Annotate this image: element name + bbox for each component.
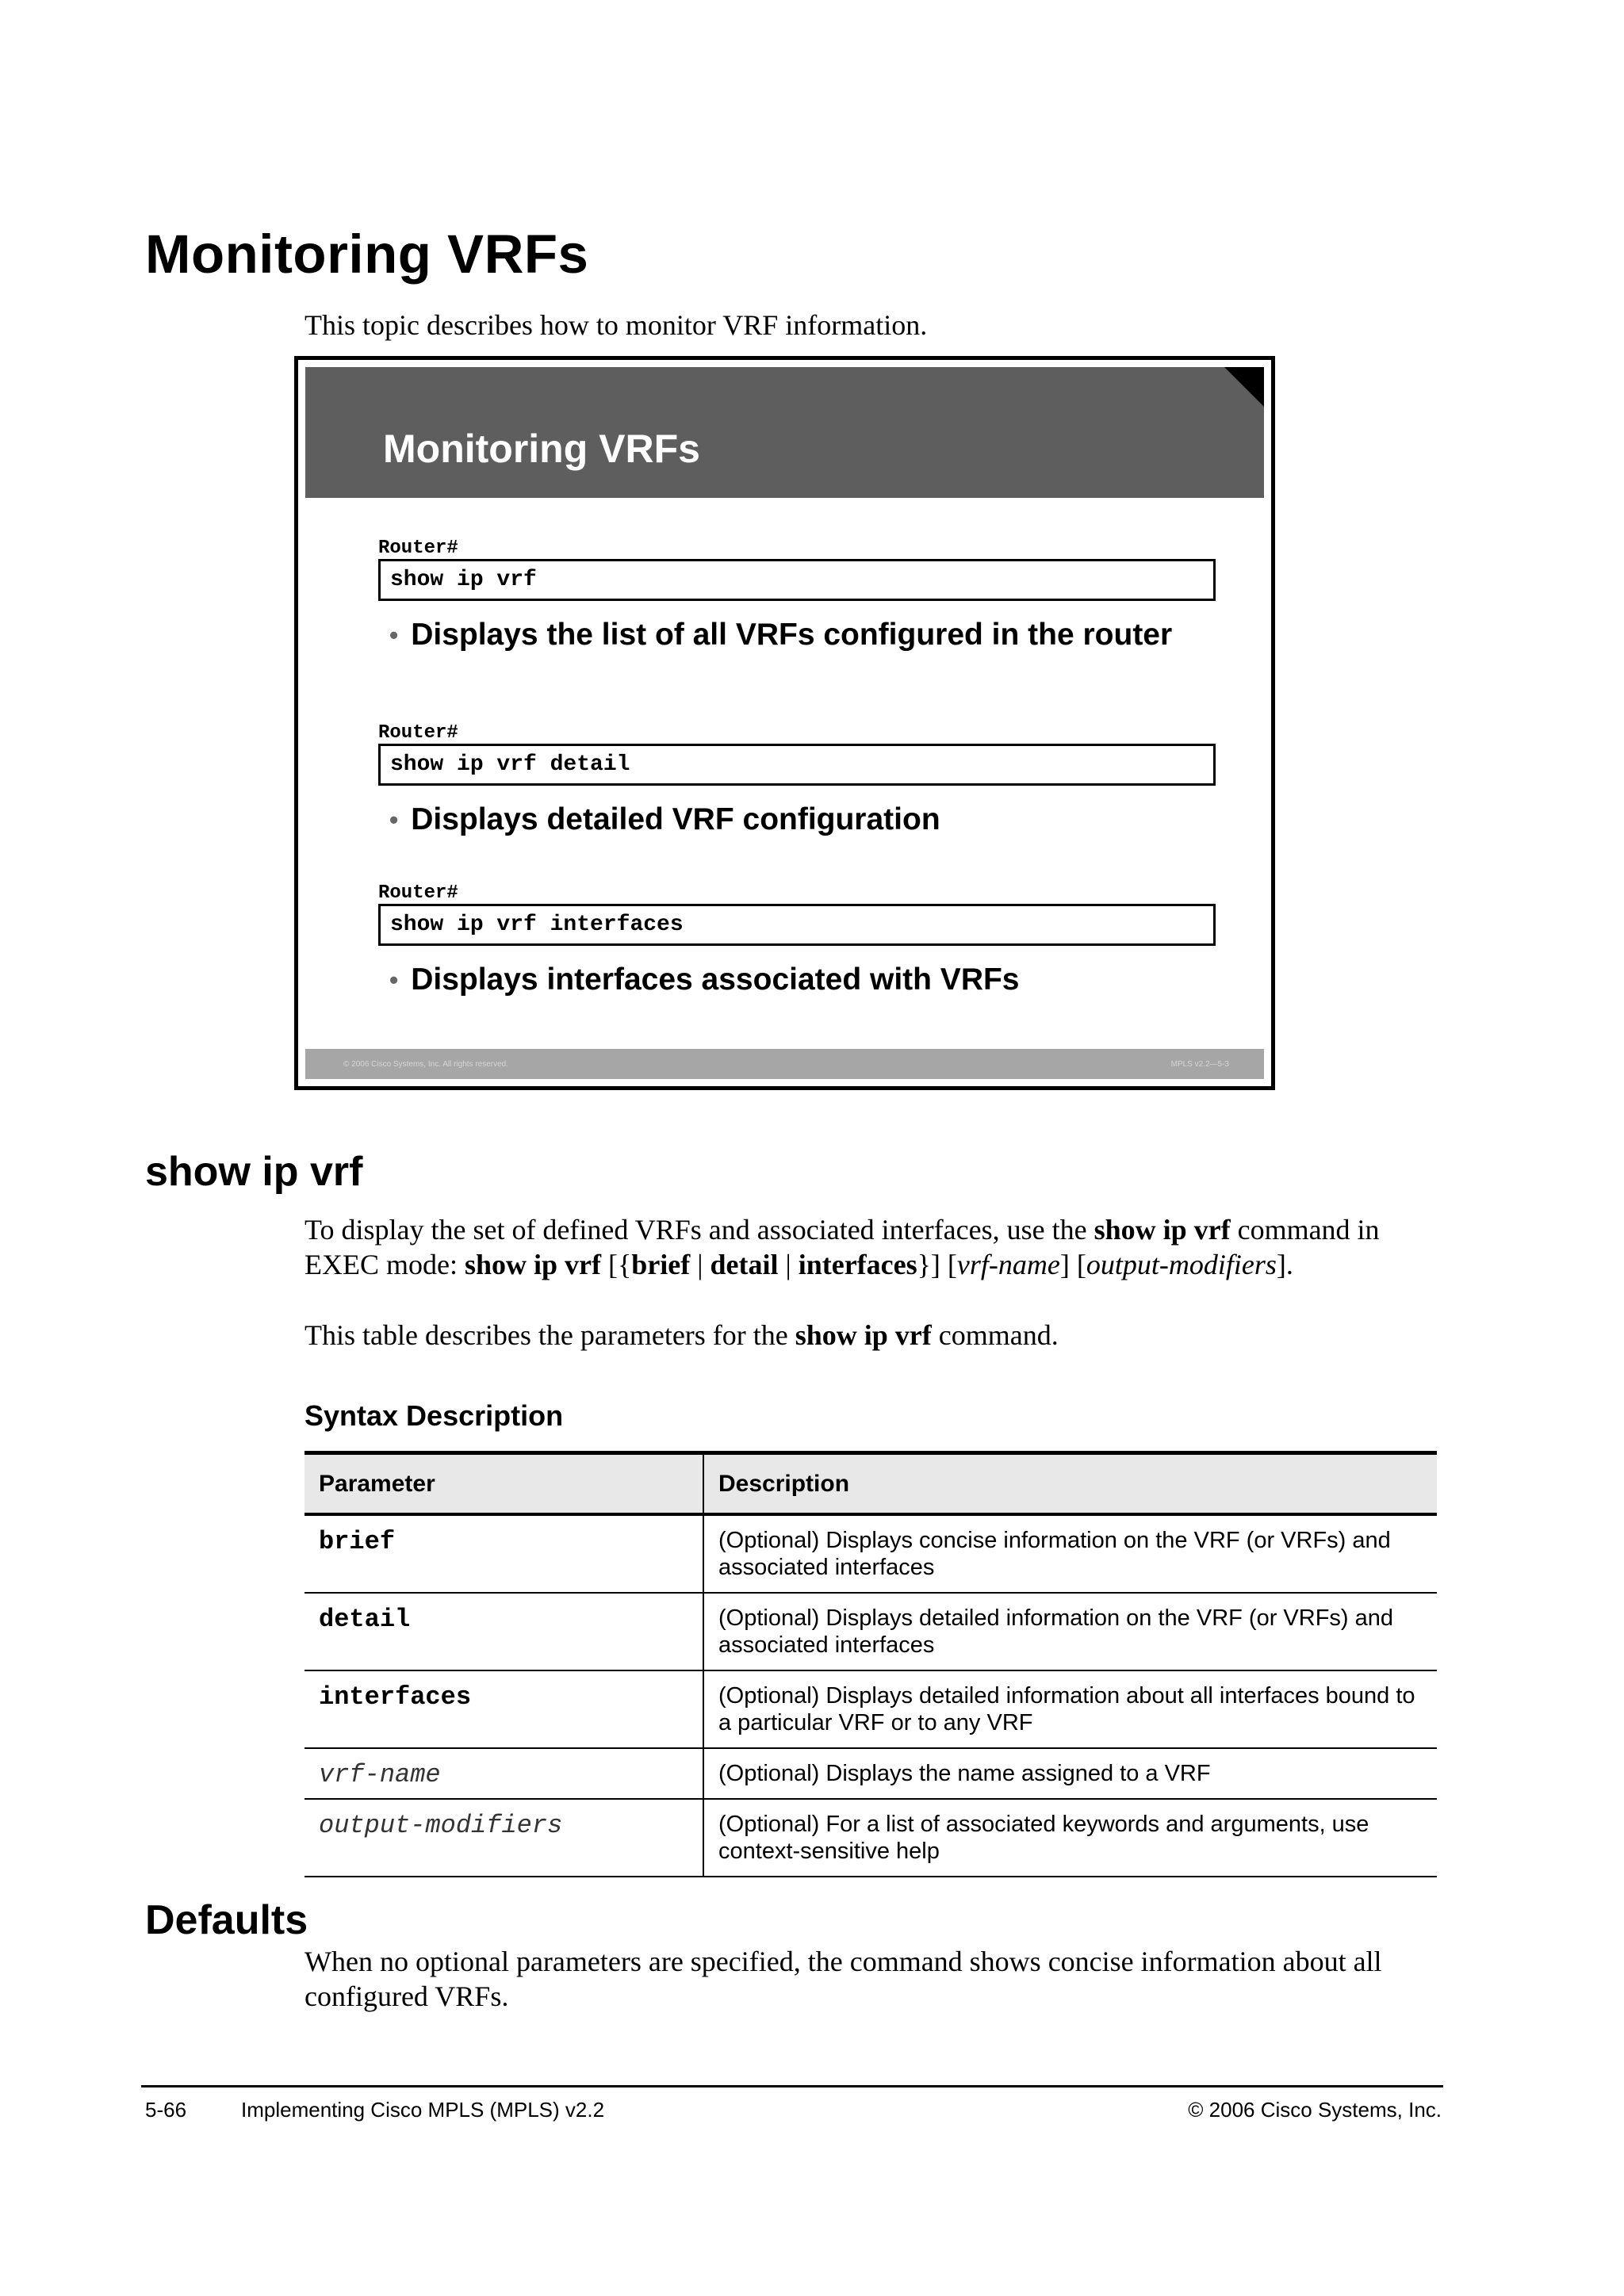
slide-bullet (389, 804, 940, 835)
param-cell: vrf-name (304, 1748, 703, 1799)
bullet-text: Displays the list of all VRFs configured in the router (411, 618, 1173, 652)
slide-footer-id: MPLS v2.2—5-3 (1170, 1060, 1229, 1069)
description-cell: (Optional) For a list of associated keywords and arguments, use context-sensitive help (703, 1799, 1437, 1877)
table-row (304, 1593, 1437, 1670)
bullet-icon: • (389, 805, 399, 834)
param-cell: brief (304, 1514, 703, 1593)
defaults-text: When no optional parameters are specified, the command shows concise information about all configured VRFs. (304, 1946, 1382, 2012)
slide-header (305, 367, 1264, 498)
intro-text: This topic describes how to monitor VRF information. (304, 309, 928, 341)
router-prompt: Router# (378, 722, 458, 744)
table-row (304, 1514, 1437, 1593)
description-cell: (Optional) Displays detailed information about all interfaces bound to a particular VRF or to any VRF (703, 1670, 1437, 1748)
bullet-icon: • (389, 965, 399, 994)
description-cell: (Optional) Displays the name assigned to a VRF (703, 1748, 1437, 1799)
column-header: Description (718, 1470, 850, 1497)
syntax-table (304, 1451, 1437, 1877)
command-box: show ip vrf interfaces (378, 904, 1216, 946)
book-title: Implementing Cisco MPLS (MPLS) v2.2 (241, 2098, 605, 2122)
command-box: show ip vrf detail (378, 744, 1216, 786)
page-title: Monitoring VRFs (145, 224, 589, 285)
slide (294, 356, 1275, 1090)
table-row (304, 1748, 1437, 1799)
column-header: Parameter (304, 1453, 703, 1515)
table-row (304, 1799, 1437, 1877)
bullet-text: Displays interfaces associated with VRFs (411, 962, 1020, 997)
description-cell: (Optional) Displays concise information on the VRF (or VRFs) and associated interfaces (703, 1514, 1437, 1593)
table-caption: Syntax Description (304, 1399, 564, 1432)
slide-footer-copyright: © 2006 Cisco Systems, Inc. All rights reserved. (343, 1060, 509, 1069)
command-description: To display the set of defined VRFs and associated interfaces, use the show ip vrf command in EXEC mode: show ip vrf [{brief | detail | interfaces}] [vrf-name] [output-modifiers]. (304, 1214, 1380, 1280)
slide-title: Monitoring VRFs (383, 427, 700, 471)
footer-divider (141, 2085, 1443, 2087)
slide-corner-mark (1224, 367, 1264, 407)
table-header-row (304, 1453, 1437, 1515)
table-row (304, 1670, 1437, 1748)
bullet-text: Displays detailed VRF configuration (411, 802, 940, 836)
description-cell: (Optional) Displays detailed information on the VRF (or VRFs) and associated interfaces (703, 1593, 1437, 1670)
slide-bullet (389, 619, 1172, 650)
defaults-heading: Defaults (145, 1897, 308, 1943)
param-cell: detail (304, 1593, 703, 1670)
slide-footer (305, 1049, 1264, 1079)
slide-body (305, 367, 1264, 1079)
footer-copyright: © 2006 Cisco Systems, Inc. (1188, 2098, 1442, 2122)
command-box: show ip vrf (378, 559, 1216, 601)
param-cell: interfaces (304, 1670, 703, 1748)
table-intro: This table describes the parameters for the show ip vrf command. (304, 1319, 1059, 1351)
bullet-icon: • (389, 620, 399, 649)
slide-bullet (389, 964, 1020, 995)
param-cell: output-modifiers (304, 1799, 703, 1877)
router-prompt: Router# (378, 538, 458, 559)
section-heading: show ip vrf (145, 1149, 363, 1195)
router-prompt: Router# (378, 882, 458, 904)
page-number: 5-66 (145, 2098, 187, 2122)
